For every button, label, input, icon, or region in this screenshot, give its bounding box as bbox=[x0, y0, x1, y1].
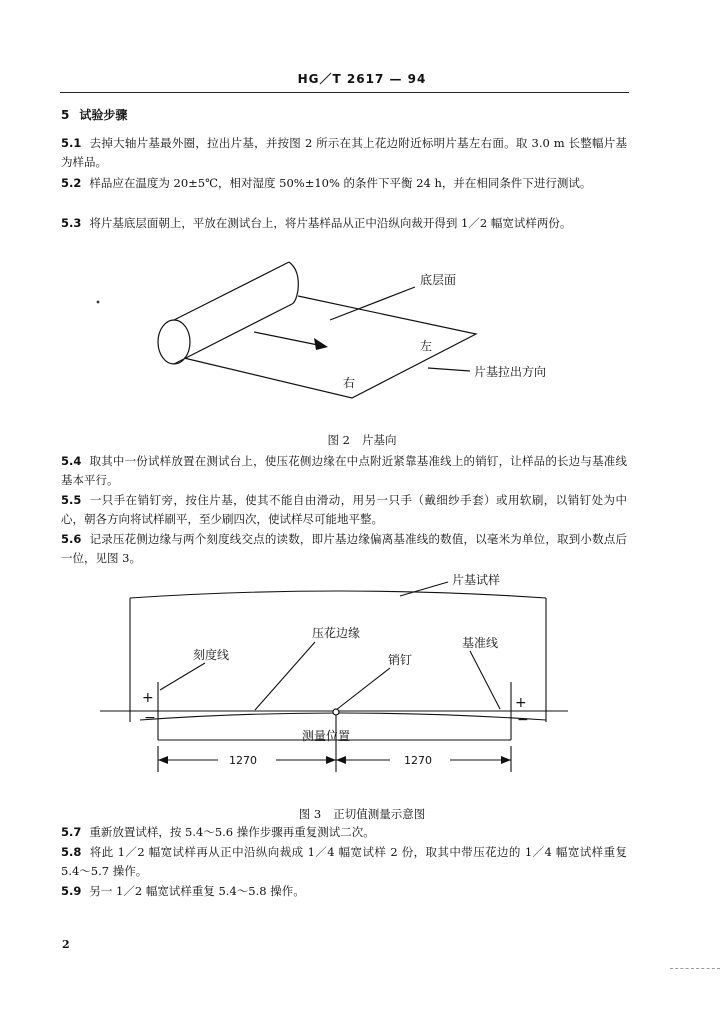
page-number: 2 bbox=[62, 938, 70, 951]
dim-arrow-2 bbox=[326, 756, 336, 764]
specimen-label: 片基试样 bbox=[452, 573, 501, 587]
scale-line-leader bbox=[160, 663, 205, 690]
embossed-edge-curve bbox=[140, 713, 546, 720]
clause-text: 样品应在温度为 20±5℃，相对湿度 50%±10% 的条件下平衡 24 h，并在相同条件下进行测试。 bbox=[89, 176, 592, 190]
clause-text: 另一 1／2 幅宽试样重复 5.4～5.8 操作。 bbox=[89, 884, 305, 898]
left-side-label: 左 bbox=[420, 339, 433, 353]
embossed-edge-label: 压花边缘 bbox=[312, 626, 361, 640]
clause-text: 将此 1／2 幅宽试样再从正中沿纵向裁成 1／4 幅宽试样 2 份，取其中带压花边的 1／4 幅宽试样重复 5.4～5.7 操作。 bbox=[61, 845, 627, 878]
figure-2-number: 图 2 bbox=[327, 433, 350, 447]
clause-number: 5.1 bbox=[61, 136, 82, 150]
figure-3-title: 正切值测量示意图 bbox=[333, 807, 426, 821]
clause-number: 5.3 bbox=[61, 216, 82, 230]
clause-number: 5.6 bbox=[61, 532, 82, 546]
specimen-leader bbox=[400, 582, 448, 596]
measure-position-label: 测量位置 bbox=[302, 729, 351, 743]
clause-text: 一只手在销钉旁，按住片基，使其不能自由滑动，用另一只手（戴细纱手套）或用软刷，以销钉处为中心，朝各方向将试样刷平，至少刷四次，使试样尽可能地平整。 bbox=[61, 493, 627, 526]
bottom-surface-label: 底层面 bbox=[420, 273, 457, 287]
section-number: 5 bbox=[61, 108, 70, 122]
paragraph-5-8 bbox=[61, 843, 627, 881]
scan-corner-mark bbox=[670, 968, 720, 969]
right-side-label: 右 bbox=[343, 376, 356, 390]
dimension-right: 1270 bbox=[404, 754, 432, 767]
clause-number: 5.8 bbox=[61, 845, 82, 859]
clause-number: 5.2 bbox=[61, 176, 82, 190]
scale-line-label: 刻度线 bbox=[193, 648, 230, 662]
paragraph-5-9 bbox=[61, 882, 627, 901]
clause-number: 5.4 bbox=[61, 454, 82, 468]
dimension-left: 1270 bbox=[229, 754, 257, 767]
dim-arrow-3 bbox=[336, 756, 346, 764]
plus-sign-right: + bbox=[515, 695, 527, 711]
dim-arrow-4 bbox=[501, 756, 511, 764]
specimen-top-edge bbox=[130, 591, 546, 598]
pin-label: 销钉 bbox=[388, 653, 413, 667]
embossed-edge-leader bbox=[255, 642, 315, 710]
clause-number: 5.9 bbox=[61, 884, 82, 898]
reference-line-label: 基准线 bbox=[462, 636, 499, 650]
clause-text: 记录压花侧边缘与两个刻度线交点的读数，即片基边缘偏离基准线的数值，以毫米为单位，取到小数点后一位，见图 3。 bbox=[61, 532, 627, 565]
figure-2-title: 片基向 bbox=[361, 433, 397, 447]
plus-sign-left: + bbox=[142, 690, 154, 706]
standard-code: HG／T 2617 — 94 bbox=[297, 72, 427, 86]
section-title: 试验步骤 bbox=[79, 108, 128, 122]
clause-number: 5.7 bbox=[61, 825, 82, 839]
dim-arrow-1 bbox=[158, 756, 168, 764]
clause-text: 取其中一份试样放置在测试台上，使压花侧边缘在中点附近紧靠基准线上的销钉，让样品的长边与基准线基本平行。 bbox=[61, 454, 627, 487]
figure-3-caption bbox=[0, 806, 724, 822]
clause-text: 将片基底层面朝上，平放在测试台上，将片基样品从正中沿纵向裁开得到 1／2 幅宽试样两份。 bbox=[89, 216, 572, 230]
pull-direction-label: 片基拉出方向 bbox=[474, 365, 547, 379]
figure-3-number: 图 3 bbox=[298, 807, 322, 821]
reference-line-leader bbox=[470, 651, 500, 709]
clause-text: 重新放置试样，按 5.4～5.6 操作步骤再重复测试二次。 bbox=[89, 825, 375, 839]
clause-text: 去掉大轴片基最外圈，拉出片基，并按图 2 所示在其上花边附近标明片基左右面。取 3.0 m 长整幅片基为样品。 bbox=[61, 136, 627, 169]
paragraph-5-7 bbox=[61, 823, 627, 842]
clause-number: 5.5 bbox=[61, 493, 82, 507]
minus-sign-left: − bbox=[144, 710, 156, 726]
pin-marker bbox=[333, 709, 339, 715]
pin-leader bbox=[336, 668, 390, 710]
minus-sign-right: − bbox=[517, 712, 529, 728]
